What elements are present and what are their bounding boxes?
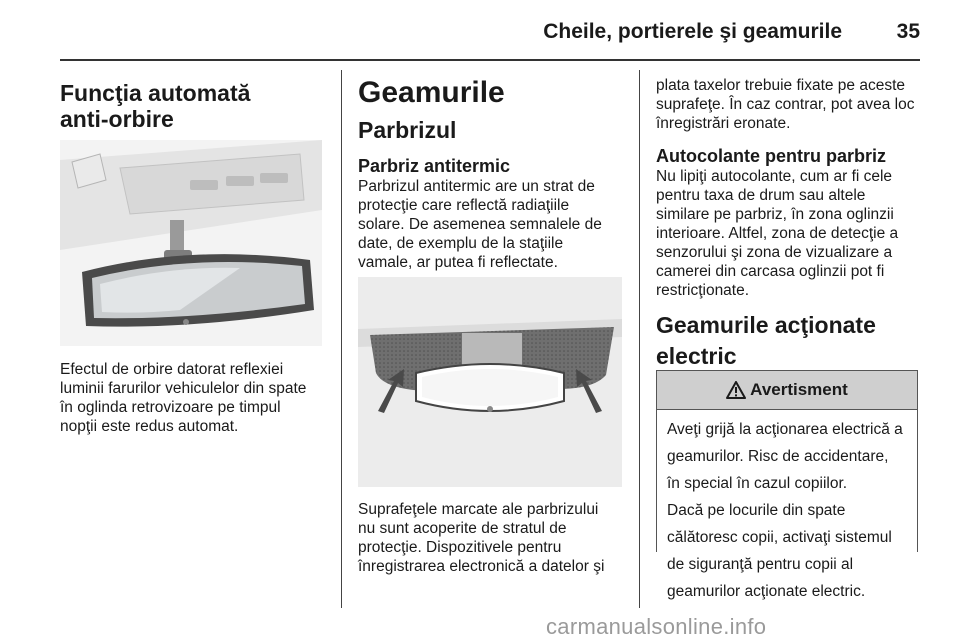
warning-title: Avertisment: [750, 380, 848, 399]
caption-anti-glare: Efectul de orbire datorat reflexiei luminii farurilor vehiculelor din spate în oglinda retrovizoare pe timpul nopţii este redus automat.: [60, 361, 307, 435]
heading-windscreen-stickers: Autocolante pentru parbriz: [656, 146, 887, 166]
warning-triangle-icon: [726, 381, 746, 399]
paragraph-heat-reflecting: Parbrizul antitermic are un strat de protecţie care reflectă radiaţiile solare. De asemenea semnalele de date, de exemplu de la staţiile vamale, ar putea fi reflectate.: [358, 178, 602, 271]
heading-anti-glare: Funcţia automată anti-orbire: [60, 80, 251, 132]
watermark: carmanualsonline.info: [546, 614, 767, 639]
heading-heat-reflecting: Parbriz antitermic: [358, 156, 511, 176]
paragraph-marked-surfaces: Suprafeţele marcate ale parbrizului nu sunt acoperite de stratul de protecţie. Dispozitivele pentru înregistrarea electronică a datelor şi: [358, 501, 605, 575]
windscreen-areas-illustration: [358, 277, 622, 487]
header-rule: [60, 59, 920, 61]
paragraph-continuation: plata taxelor trebuie fixate pe aceste suprafeţe. În caz contrar, pot avea loc înregistrări eronate.: [656, 77, 915, 132]
warning-body: [657, 410, 917, 601]
heading-windows: Geamurile: [358, 76, 505, 109]
heading-power-windows: Geamurile acţionate electric: [656, 312, 876, 369]
column-divider-1: [341, 70, 342, 608]
figure-rearview-mirror: [60, 140, 322, 346]
paragraph-windscreen-stickers: Nu lipiţi autocolante, cum ar fi cele pentru taxa de drum sau altele similare pe parbriz, în zona oglinzii interioare. Altfel, zona de detecţie a senzorului şi zona de vizualizare a camerei din carcasa oglinzii pot fi restricţionate.: [656, 168, 899, 299]
rearview-mirror-illustration: [60, 140, 322, 346]
warning-header: [657, 371, 917, 410]
page-header: [0, 0, 960, 60]
warning-paragraph-1: Aveţi grijă la acţionarea electrică a geamurilor. Risc de accidentare, în special în cazul copiilor.: [667, 421, 903, 492]
warning-box: [656, 370, 918, 600]
page-number: 35: [896, 20, 920, 43]
header-title: Cheile, portierele şi geamurile: [543, 20, 842, 43]
heading-windscreen: Parbrizul: [358, 117, 457, 143]
figure-windscreen-areas: [358, 277, 622, 487]
warning-paragraph-2: Dacă pe locurile din spate călătoresc copii, activaţi sistemul de siguranţă pentru copii al geamurilor acţionate electric.: [667, 502, 892, 600]
column-divider-2: [639, 70, 640, 608]
